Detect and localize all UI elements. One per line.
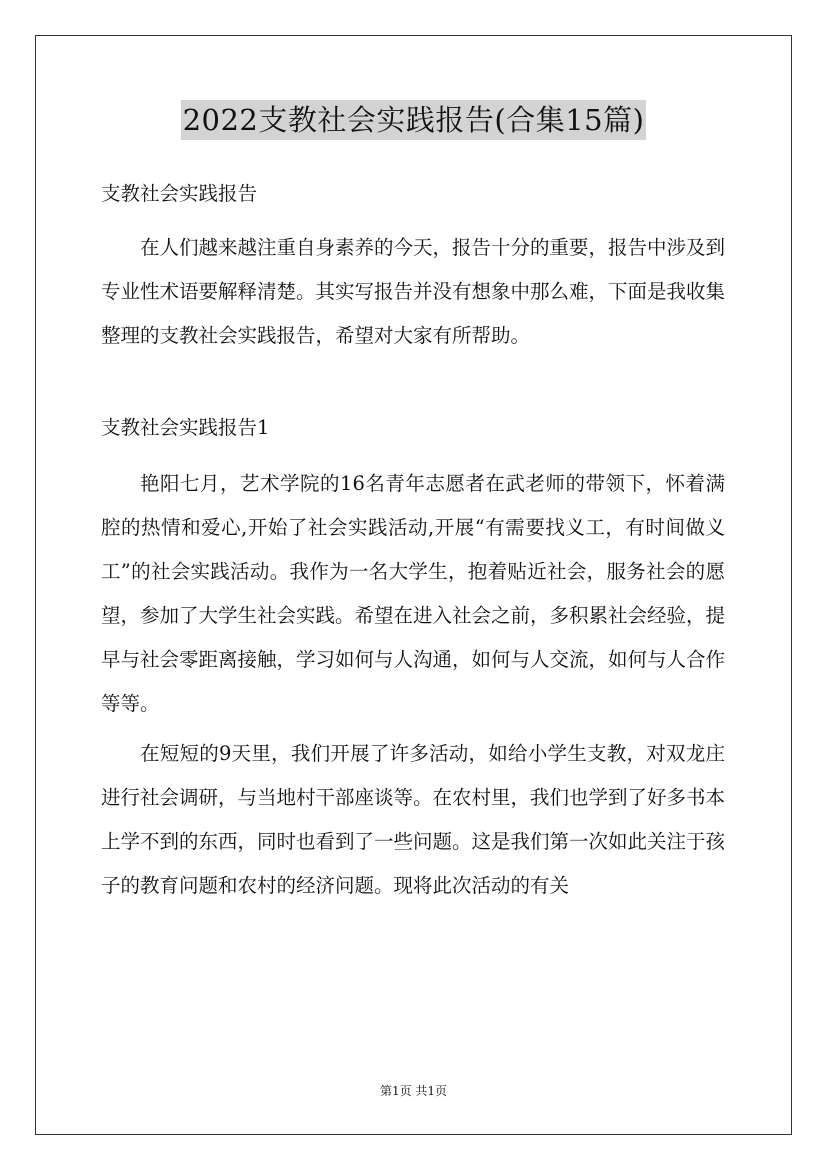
page-footer: 第1页 共1页 xyxy=(379,1084,448,1098)
intro-heading: 支教社会实践报告 xyxy=(101,182,258,205)
title-container xyxy=(0,100,827,140)
spacer xyxy=(101,358,725,406)
document-title: 2022支教社会实践报告(合集15篇) xyxy=(181,100,647,140)
body-paragraph: 在短短的9天里，我们开展了许多活动，如给小学生支教，对双龙庄进行社会调研，与当地村干部座谈等。在农村里，我们也学到了好多书本上学不到的东西，同时也看到了一些问题。这是我们第一次如此关注于孩子的教育问题和农村的经济问题。现将此次活动的有关 xyxy=(101,742,726,897)
intro-paragraph: 在人们越来越注重自身素养的今天，报告十分的重要，报告中涉及到专业性术语要解释清楚。其实写报告并没有想象中那么难，下面是我收集整理的支教社会实践报告，希望对大家有所帮助。 xyxy=(101,236,726,347)
section-heading: 支教社会实践报告1 xyxy=(101,416,270,439)
document-body xyxy=(101,172,725,908)
body-paragraph: 艳阳七月，艺术学院的16名青年志愿者在武老师的带领下，怀着满腔的热情和爱心,开始了社会实践活动,开展“有需要找义工，有时间做义工”的社会实践活动。我作为一名大学生，抱着贴近社会，服务社会的愿望，参加了大学生社会实践。希望在进入社会之前，多积累社会经验，提早与社会零距离接触，学习如何与人沟通，如何与人交流，如何与人合作等等。 xyxy=(101,472,726,715)
